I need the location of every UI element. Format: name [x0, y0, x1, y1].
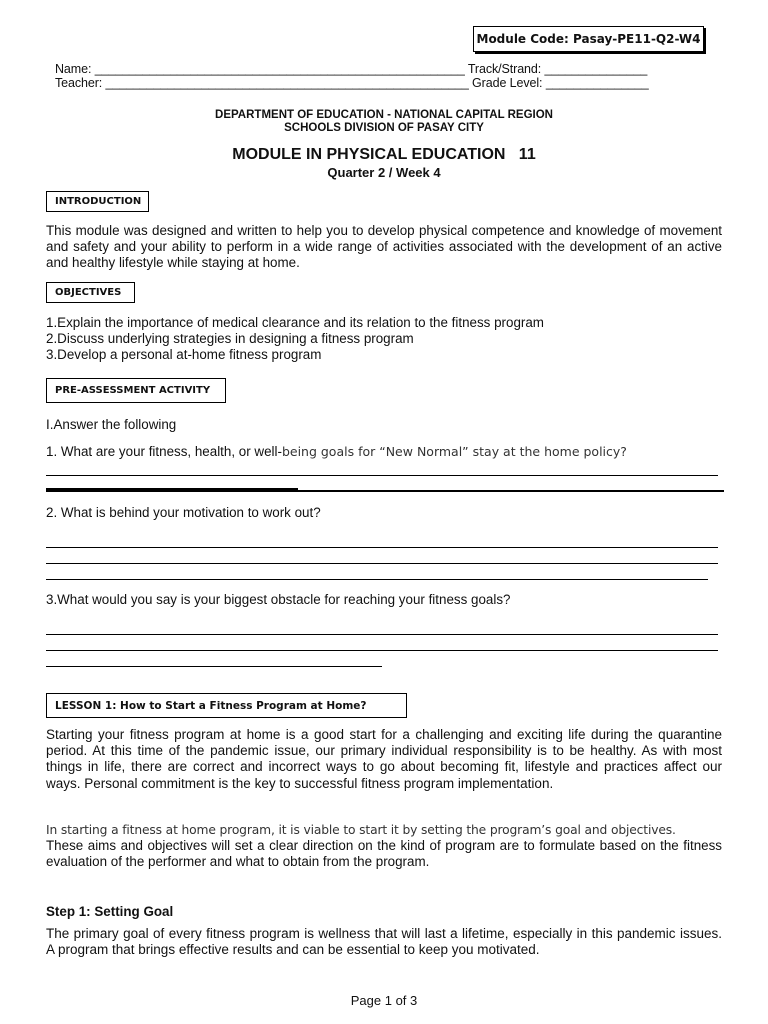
introduction-text: This module was designed and written to help you to develop physical competence and knowledge of movement and safety and your ability to perform in a wide range of activities associated with the development of an active and healthy lifestyle while staying at home. — [46, 223, 722, 271]
grade-label: Grade Level: — [468, 76, 546, 90]
objectives-label-box — [46, 282, 135, 303]
lesson1-label: LESSON 1: How to Start a Fitness Program at Home? — [55, 699, 367, 712]
name-label: Name: — [55, 62, 95, 76]
question-3: 3.What would you say is your biggest obstacle for reaching your fitness goals? — [46, 592, 511, 607]
answer-line[interactable] — [46, 666, 382, 667]
answer-line[interactable] — [46, 650, 718, 651]
page-subtitle: Quarter 2 / Week 4 — [327, 165, 441, 180]
objective-item: 2.Discuss underlying strategies in designing a fitness program — [46, 331, 414, 347]
question-2: 2. What is behind your motivation to work out? — [46, 505, 321, 520]
objective-item: 1.Explain the importance of medical clearance and its relation to the fitness program — [46, 315, 544, 330]
lesson1-paragraph-2 — [46, 822, 722, 871]
answer-line[interactable] — [46, 634, 718, 635]
dept-line: DEPARTMENT OF EDUCATION - NATIONAL CAPITAL REGION — [215, 109, 553, 121]
teacher-blank[interactable]: _____________________________________________________ — [105, 76, 469, 90]
pre-assessment-instruction: I.Answer the following — [46, 417, 177, 432]
page-title: MODULE IN PHYSICAL EDUCATION 11 — [232, 146, 536, 163]
question-1 — [46, 444, 722, 460]
objectives-list — [46, 315, 722, 364]
answer-line[interactable] — [46, 563, 718, 564]
track-label: Track/Strand: — [464, 62, 545, 76]
lesson1-label-box — [46, 693, 407, 718]
objective-item: 3.Develop a personal at-home fitness program — [46, 347, 322, 363]
step1-text: The primary goal of every fitness program is wellness that will last a lifetime, especially in this pandemic issues. A program that brings effective results and can be essential to keep you motivated. — [46, 926, 722, 958]
pre-assessment-label-box — [46, 378, 226, 403]
introduction-label: INTRODUCTION — [55, 196, 142, 207]
introduction-label-box — [46, 191, 149, 212]
answer-line[interactable] — [46, 490, 724, 492]
question-1-part1: 1. What are your fitness, health, or well- — [46, 444, 282, 459]
lesson1-paragraph-2-rest: These aims and objectives will set a clear direction on the kind of program are to formulate based on the fitness evaluation of the performer and what to obtain from the program. — [46, 838, 722, 870]
name-blank[interactable]: ______________________________________________________ — [94, 62, 465, 76]
lesson1-paragraph-2-first: In starting a fitness at home program, it is viable to start it by setting the program’s goal and objectives. — [46, 823, 676, 837]
pre-assessment-label: PRE-ASSESSMENT ACTIVITY — [55, 385, 211, 396]
step1-heading: Step 1: Setting Goal — [46, 904, 174, 919]
division-line: SCHOOLS DIVISION OF PASAY CITY — [284, 122, 484, 134]
page-number: Page 1 of 3 — [350, 993, 418, 1008]
answer-line[interactable] — [46, 475, 718, 476]
objectives-label: OBJECTIVES — [55, 287, 122, 298]
teacher-label: Teacher: — [55, 76, 106, 90]
answer-line[interactable] — [46, 547, 718, 548]
question-1-part2: being goals for “New Normal” stay at the home policy? — [281, 444, 627, 459]
track-blank[interactable]: _______________ — [544, 62, 648, 76]
answer-line — [46, 488, 298, 490]
lesson1-paragraph-1: Starting your fitness program at home is a good start for a challenging and exciting life during the quarantine period. At this time of the pandemic issue, our primary individual responsibility is to be healthy. As with most things in life, there are correct and incorrect ways to go about becoming fit, lifestyle and practices affect our ways. Personal commitment is the key to successful fitness program implementation. — [46, 727, 722, 791]
teacher-row — [55, 76, 649, 90]
module-code-box — [473, 26, 704, 52]
name-row — [55, 62, 647, 76]
grade-blank[interactable]: _______________ — [545, 76, 649, 90]
answer-line[interactable] — [46, 579, 708, 580]
module-code: Module Code: Pasay-PE11-Q2-W4 — [476, 32, 701, 46]
